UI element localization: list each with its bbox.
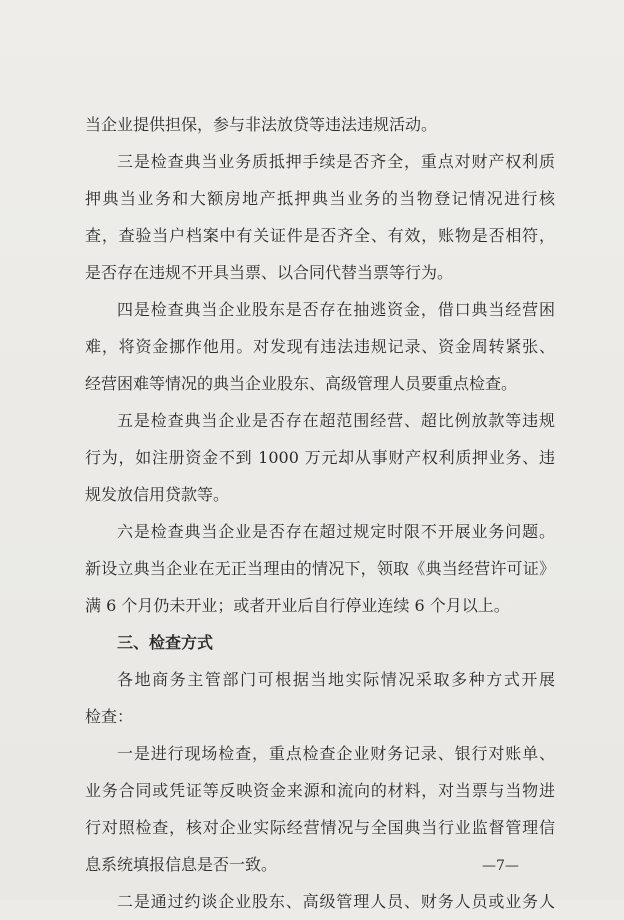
text-line: 息系统填报信息是否一致。 bbox=[85, 855, 278, 874]
text-line: 查，查验当户档案中有关证件是否齐全、有效，账物是否相符， bbox=[85, 226, 555, 245]
section-heading: 三、检查方式 bbox=[117, 633, 214, 652]
text-line: 经营困难等情况的典当企业股东、高级管理人员要重点检查。 bbox=[85, 374, 518, 393]
text-line: 规发放信用贷款等。 bbox=[85, 485, 230, 504]
text-line: 二是通过约谈企业股东、高级管理人员、财务人员或业务人 bbox=[117, 892, 555, 911]
text-line: 满 6 个月仍未开业；或者开业后自行停业连续 6 个月以上。 bbox=[85, 596, 510, 615]
page-number: —7— bbox=[482, 858, 519, 874]
text-line: 三是检查典当业务质抵押手续是否齐全，重点对财产权利质 bbox=[117, 152, 555, 171]
text-line: 是否存在违规不开具当票、以合同代替当票等行为。 bbox=[85, 263, 454, 282]
text-line: 四是检查典当企业股东是否存在抽逃资金，借口典当经营困 bbox=[117, 300, 555, 319]
text-line: 检查： bbox=[85, 707, 134, 726]
text-line: 难，将资金挪作他用。对发现有违法违规记录、资金周转紧张、 bbox=[85, 337, 555, 356]
text-line: 当企业提供担保，参与非法放贷等违法违规活动。 bbox=[85, 115, 438, 134]
text-line: 行为，如注册资金不到 1000 万元却从事财产权利质押业务、违 bbox=[85, 448, 555, 467]
text-line: 各地商务主管部门可根据当地实际情况采取多种方式开展 bbox=[117, 670, 555, 689]
text-line: 业务合同或凭证等反映资金来源和流向的材料，对当票与当物进 bbox=[85, 781, 555, 800]
text-line: 一是进行现场检查，重点检查企业财务记录、银行对账单、 bbox=[117, 744, 555, 763]
text-line: 六是检查典当企业是否存在超过规定时限不开展业务问题。 bbox=[117, 522, 555, 541]
text-line: 五是检查典当企业是否存在超范围经营、超比例放款等违规 bbox=[117, 411, 555, 430]
text-line: 新设立典当企业在无正当理由的情况下，领取《典当经营许可证》 bbox=[85, 559, 555, 578]
text-line: 押典当业务和大额房地产抵押典当业务的当物登记情况进行核 bbox=[85, 189, 555, 208]
text-line: 行对照检查，核对企业实际经营情况与全国典当行业监督管理信 bbox=[85, 818, 555, 837]
document-body bbox=[85, 106, 555, 920]
